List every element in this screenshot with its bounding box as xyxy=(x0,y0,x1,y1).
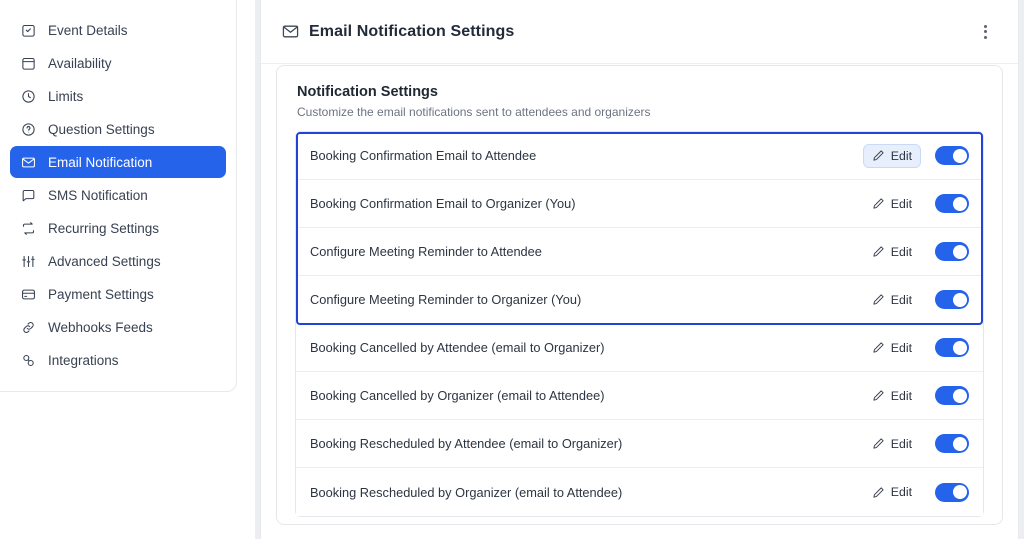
notification-row-label: Booking Rescheduled by Attendee (email to Organizer) xyxy=(310,436,623,451)
sidebar-item-label: Recurring Settings xyxy=(48,220,160,236)
page-header xyxy=(261,0,1018,64)
edit-button[interactable] xyxy=(863,384,921,408)
notification-row-label: Booking Confirmation Email to Attendee xyxy=(310,148,537,163)
sidebar-item-label: Advanced Settings xyxy=(48,253,161,269)
notification-toggle[interactable] xyxy=(935,290,969,309)
notification-row-label: Booking Confirmation Email to Organizer (You) xyxy=(310,196,576,211)
notification-row-actions xyxy=(863,288,969,312)
sidebar-item-webhooks-feeds[interactable] xyxy=(10,311,226,343)
pencil-icon xyxy=(872,293,885,306)
sidebar-item-recurring-settings[interactable] xyxy=(10,212,226,244)
edit-button-label: Edit xyxy=(890,388,912,403)
notification-row-actions xyxy=(863,384,969,408)
edit-button[interactable] xyxy=(863,432,921,456)
notification-row-label: Configure Meeting Reminder to Attendee xyxy=(310,244,542,259)
notification-row-actions xyxy=(863,192,969,216)
edit-button[interactable] xyxy=(863,192,921,216)
puzzle-icon xyxy=(20,352,36,368)
page-title: Email Notification Settings xyxy=(309,22,515,40)
pencil-icon xyxy=(872,486,885,499)
sidebar-item-label: Payment Settings xyxy=(48,286,154,302)
sidebar-item-label: Question Settings xyxy=(48,121,155,137)
edit-button[interactable] xyxy=(863,336,921,360)
pencil-icon xyxy=(872,149,885,162)
notification-toggle[interactable] xyxy=(935,242,969,261)
sidebar-item-availability[interactable] xyxy=(10,47,226,79)
notification-row-label: Booking Rescheduled by Organizer (email to Attendee) xyxy=(310,484,623,500)
notification-row xyxy=(296,228,983,276)
notification-row-label: Booking Cancelled by Organizer (email to Attendee) xyxy=(310,388,605,403)
card-icon xyxy=(20,286,36,302)
edit-button-label: Edit xyxy=(890,148,912,163)
sidebar-item-event-details[interactable] xyxy=(10,14,226,46)
kebab-menu-icon[interactable] xyxy=(974,21,996,43)
pencil-icon xyxy=(872,197,885,210)
sidebar-item-label: Event Details xyxy=(48,22,128,38)
question-circle-icon xyxy=(20,121,36,137)
sidebar-item-advanced-settings[interactable] xyxy=(10,245,226,277)
notification-row-actions xyxy=(863,144,969,168)
notification-toggle[interactable] xyxy=(935,146,969,165)
notification-row xyxy=(296,324,983,372)
sidebar-item-label: Integrations xyxy=(48,352,119,368)
notification-row-actions xyxy=(863,480,969,504)
sidebar-nav-list xyxy=(0,14,236,376)
notification-row-label: Configure Meeting Reminder to Organizer (You) xyxy=(310,292,582,307)
sliders-icon xyxy=(20,253,36,269)
notification-settings-panel xyxy=(276,65,1003,525)
pencil-icon xyxy=(872,245,885,258)
edit-button-label: Edit xyxy=(890,485,912,499)
notification-toggle[interactable] xyxy=(935,338,969,357)
sidebar-item-question-settings[interactable] xyxy=(10,113,226,145)
notification-row-actions xyxy=(863,432,969,456)
main-region xyxy=(255,0,1024,539)
panel-title: Notification Settings xyxy=(297,84,438,100)
edit-button-label: Edit xyxy=(890,244,912,259)
clock-icon xyxy=(20,88,36,104)
edit-button-label: Edit xyxy=(890,340,912,355)
edit-button[interactable] xyxy=(863,480,921,504)
sidebar-item-limits[interactable] xyxy=(10,80,226,112)
notification-toggle[interactable] xyxy=(935,194,969,213)
sidebar-item-integrations[interactable] xyxy=(10,344,226,376)
message-icon xyxy=(20,187,36,203)
sidebar-item-label: Webhooks Feeds xyxy=(48,319,153,335)
notification-row xyxy=(296,372,983,420)
repeat-icon xyxy=(20,220,36,236)
sidebar-item-label: Email Notification xyxy=(48,154,153,170)
sidebar-item-email-notification[interactable] xyxy=(10,146,226,178)
panel-subtitle: Customize the email notifications sent to attendees and organizers xyxy=(297,105,651,119)
notification-toggle[interactable] xyxy=(935,434,969,453)
sidebar-item-label: Limits xyxy=(48,88,84,104)
sidebar xyxy=(0,0,255,539)
notification-row xyxy=(296,468,983,516)
sidebar-item-sms-notification[interactable] xyxy=(10,179,226,211)
notification-row-actions xyxy=(863,240,969,264)
pencil-icon xyxy=(872,389,885,402)
notification-row xyxy=(296,276,983,324)
sidebar-item-label: Availability xyxy=(48,55,112,71)
edit-button-label: Edit xyxy=(890,292,912,307)
edit-button[interactable] xyxy=(863,144,921,168)
pencil-icon xyxy=(872,341,885,354)
edit-button[interactable] xyxy=(863,288,921,312)
notification-row xyxy=(296,180,983,228)
notification-toggle[interactable] xyxy=(935,483,969,502)
edit-button-label: Edit xyxy=(890,436,912,451)
sidebar-card xyxy=(0,0,237,392)
notification-row-label: Booking Cancelled by Attendee (email to Organizer) xyxy=(310,340,605,355)
clock-calendar-icon xyxy=(20,55,36,71)
envelope-icon xyxy=(20,154,36,170)
envelope-icon xyxy=(281,23,299,41)
sidebar-item-payment-settings[interactable] xyxy=(10,278,226,310)
calendar-check-icon xyxy=(20,22,36,38)
notification-row xyxy=(296,132,983,180)
notification-row xyxy=(296,420,983,468)
main-card xyxy=(260,0,1019,539)
notification-row-list xyxy=(295,131,984,517)
notification-toggle[interactable] xyxy=(935,386,969,405)
pencil-icon xyxy=(872,437,885,450)
link-icon xyxy=(20,319,36,335)
edit-button[interactable] xyxy=(863,240,921,264)
sidebar-item-label: SMS Notification xyxy=(48,187,148,203)
notification-row-actions xyxy=(863,336,969,360)
edit-button-label: Edit xyxy=(890,196,912,211)
